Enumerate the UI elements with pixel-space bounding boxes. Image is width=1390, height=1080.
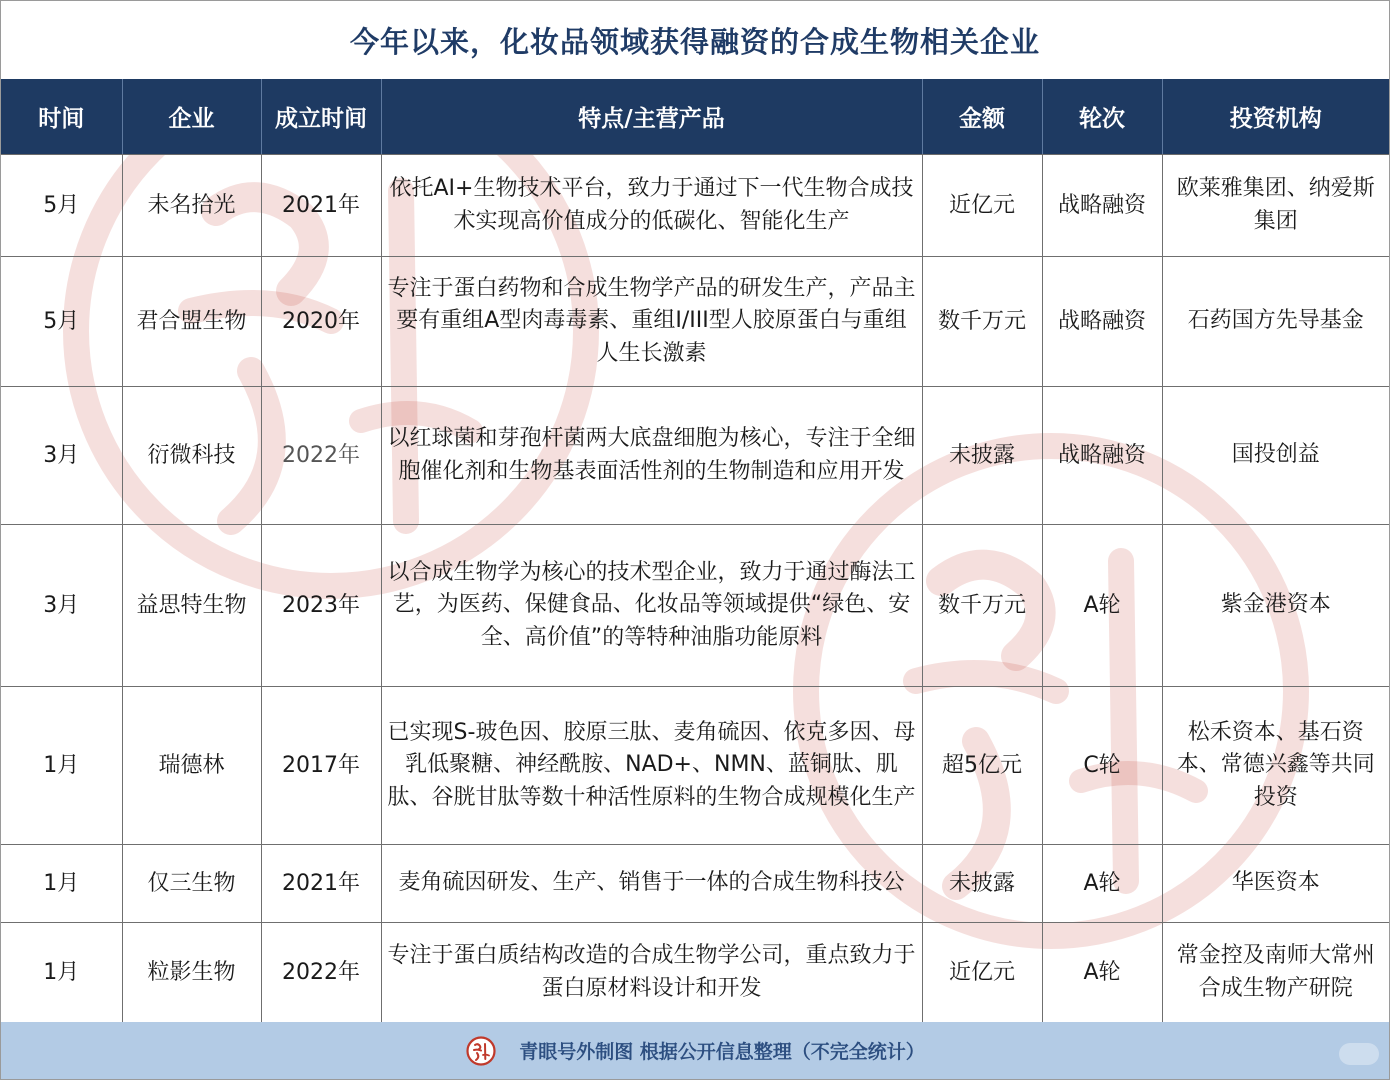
header-amount: 金额 — [922, 79, 1042, 155]
table-row — [1, 687, 1389, 845]
cell-feature: 专注于蛋白药物和合成生物学产品的研发生产，产品主要有重组A型肉毒毒素、重组I/III型人胶原蛋白与重组人生长激素 — [381, 257, 922, 387]
table-row — [1, 387, 1389, 525]
header-time: 时间 — [1, 79, 122, 155]
cell-time: 5月 — [1, 155, 122, 257]
cell-feature: 以红球菌和芽孢杆菌两大底盘细胞为核心，专注于全细胞催化剂和生物基表面活性剂的生物制造和应用开发 — [381, 387, 922, 525]
header-company: 企业 — [122, 79, 261, 155]
corner-watermark — [1339, 1043, 1379, 1065]
cell-founded: 2021年 — [261, 845, 381, 923]
header-round: 轮次 — [1042, 79, 1162, 155]
cell-time: 3月 — [1, 525, 122, 687]
cell-company: 未名拾光 — [122, 155, 261, 257]
cell-investor: 石药国方先导基金 — [1162, 257, 1389, 387]
cell-investor: 松禾资本、基石资本、常德兴鑫等共同投资 — [1162, 687, 1389, 845]
footer-bar — [1, 1022, 1389, 1079]
cell-founded: 2023年 — [261, 525, 381, 687]
cell-company: 瑞德林 — [122, 687, 261, 845]
table-row — [1, 845, 1389, 923]
title-bar — [1, 1, 1389, 81]
cell-investor: 紫金港资本 — [1162, 525, 1389, 687]
header-feature: 特点/主营产品 — [381, 79, 922, 155]
cell-investor: 欧莱雅集团、纳爱斯集团 — [1162, 155, 1389, 257]
table-row — [1, 923, 1389, 1023]
cell-round: A轮 — [1042, 525, 1162, 687]
cell-company: 益思特生物 — [122, 525, 261, 687]
cell-feature: 以合成生物学为核心的技术型企业，致力于通过酶法工艺，为医药、保健食品、化妆品等领域提供“绿色、安全、高价值”的等特种油脂功能原料 — [381, 525, 922, 687]
cell-investor: 常金控及南师大常州合成生物产研院 — [1162, 923, 1389, 1023]
cell-founded: 2022年 — [261, 387, 381, 525]
cell-amount: 未披露 — [922, 845, 1042, 923]
red-seal-logo-icon — [465, 1035, 497, 1067]
cell-feature: 已实现S-玻色因、胶原三肽、麦角硫因、依克多因、母乳低聚糖、神经酰胺、NAD+、NMN、蓝铜肽、肌肽、谷胱甘肽等数十种活性原料的生物合成规模化生产 — [381, 687, 922, 845]
cell-time: 1月 — [1, 845, 122, 923]
cell-amount: 数千万元 — [922, 525, 1042, 687]
cell-round: A轮 — [1042, 923, 1162, 1023]
cell-feature: 麦角硫因研发、生产、销售于一体的合成生物科技公 — [381, 845, 922, 923]
page-title: 今年以来，化妆品领域获得融资的合成生物相关企业 — [349, 24, 1040, 59]
cell-amount: 近亿元 — [922, 155, 1042, 257]
cell-investor: 华医资本 — [1162, 845, 1389, 923]
cell-time: 3月 — [1, 387, 122, 525]
cell-feature: 专注于蛋白质结构改造的合成生物学公司，重点致力于蛋白原材料设计和开发 — [381, 923, 922, 1023]
cell-founded: 2021年 — [261, 155, 381, 257]
cell-investor: 国投创益 — [1162, 387, 1389, 525]
cell-company: 粒影生物 — [122, 923, 261, 1023]
table-header-row — [1, 79, 1389, 155]
cell-company: 衍微科技 — [122, 387, 261, 525]
cell-time: 1月 — [1, 923, 122, 1023]
cell-round: A轮 — [1042, 845, 1162, 923]
cell-amount: 近亿元 — [922, 923, 1042, 1023]
cell-round: 战略融资 — [1042, 155, 1162, 257]
cell-founded: 2020年 — [261, 257, 381, 387]
cell-amount: 超5亿元 — [922, 687, 1042, 845]
cell-amount: 未披露 — [922, 387, 1042, 525]
cell-round: 战略融资 — [1042, 387, 1162, 525]
cell-company: 君合盟生物 — [122, 257, 261, 387]
table-row — [1, 257, 1389, 387]
cell-founded: 2017年 — [261, 687, 381, 845]
cell-round: C轮 — [1042, 687, 1162, 845]
footer-note: 青眼号外制图 根据公开信息整理（不完全统计） — [519, 1041, 925, 1063]
table-row — [1, 525, 1389, 687]
financing-table — [1, 79, 1389, 1023]
cell-feature: 依托AI+生物技术平台，致力于通过下一代生物合成技术实现高价值成分的低碳化、智能化生产 — [381, 155, 922, 257]
header-investor: 投资机构 — [1162, 79, 1389, 155]
cell-time: 5月 — [1, 257, 122, 387]
cell-round: 战略融资 — [1042, 257, 1162, 387]
cell-amount: 数千万元 — [922, 257, 1042, 387]
header-founded: 成立时间 — [261, 79, 381, 155]
table-row — [1, 155, 1389, 257]
cell-founded: 2022年 — [261, 923, 381, 1023]
cell-time: 1月 — [1, 687, 122, 845]
cell-company: 仅三生物 — [122, 845, 261, 923]
